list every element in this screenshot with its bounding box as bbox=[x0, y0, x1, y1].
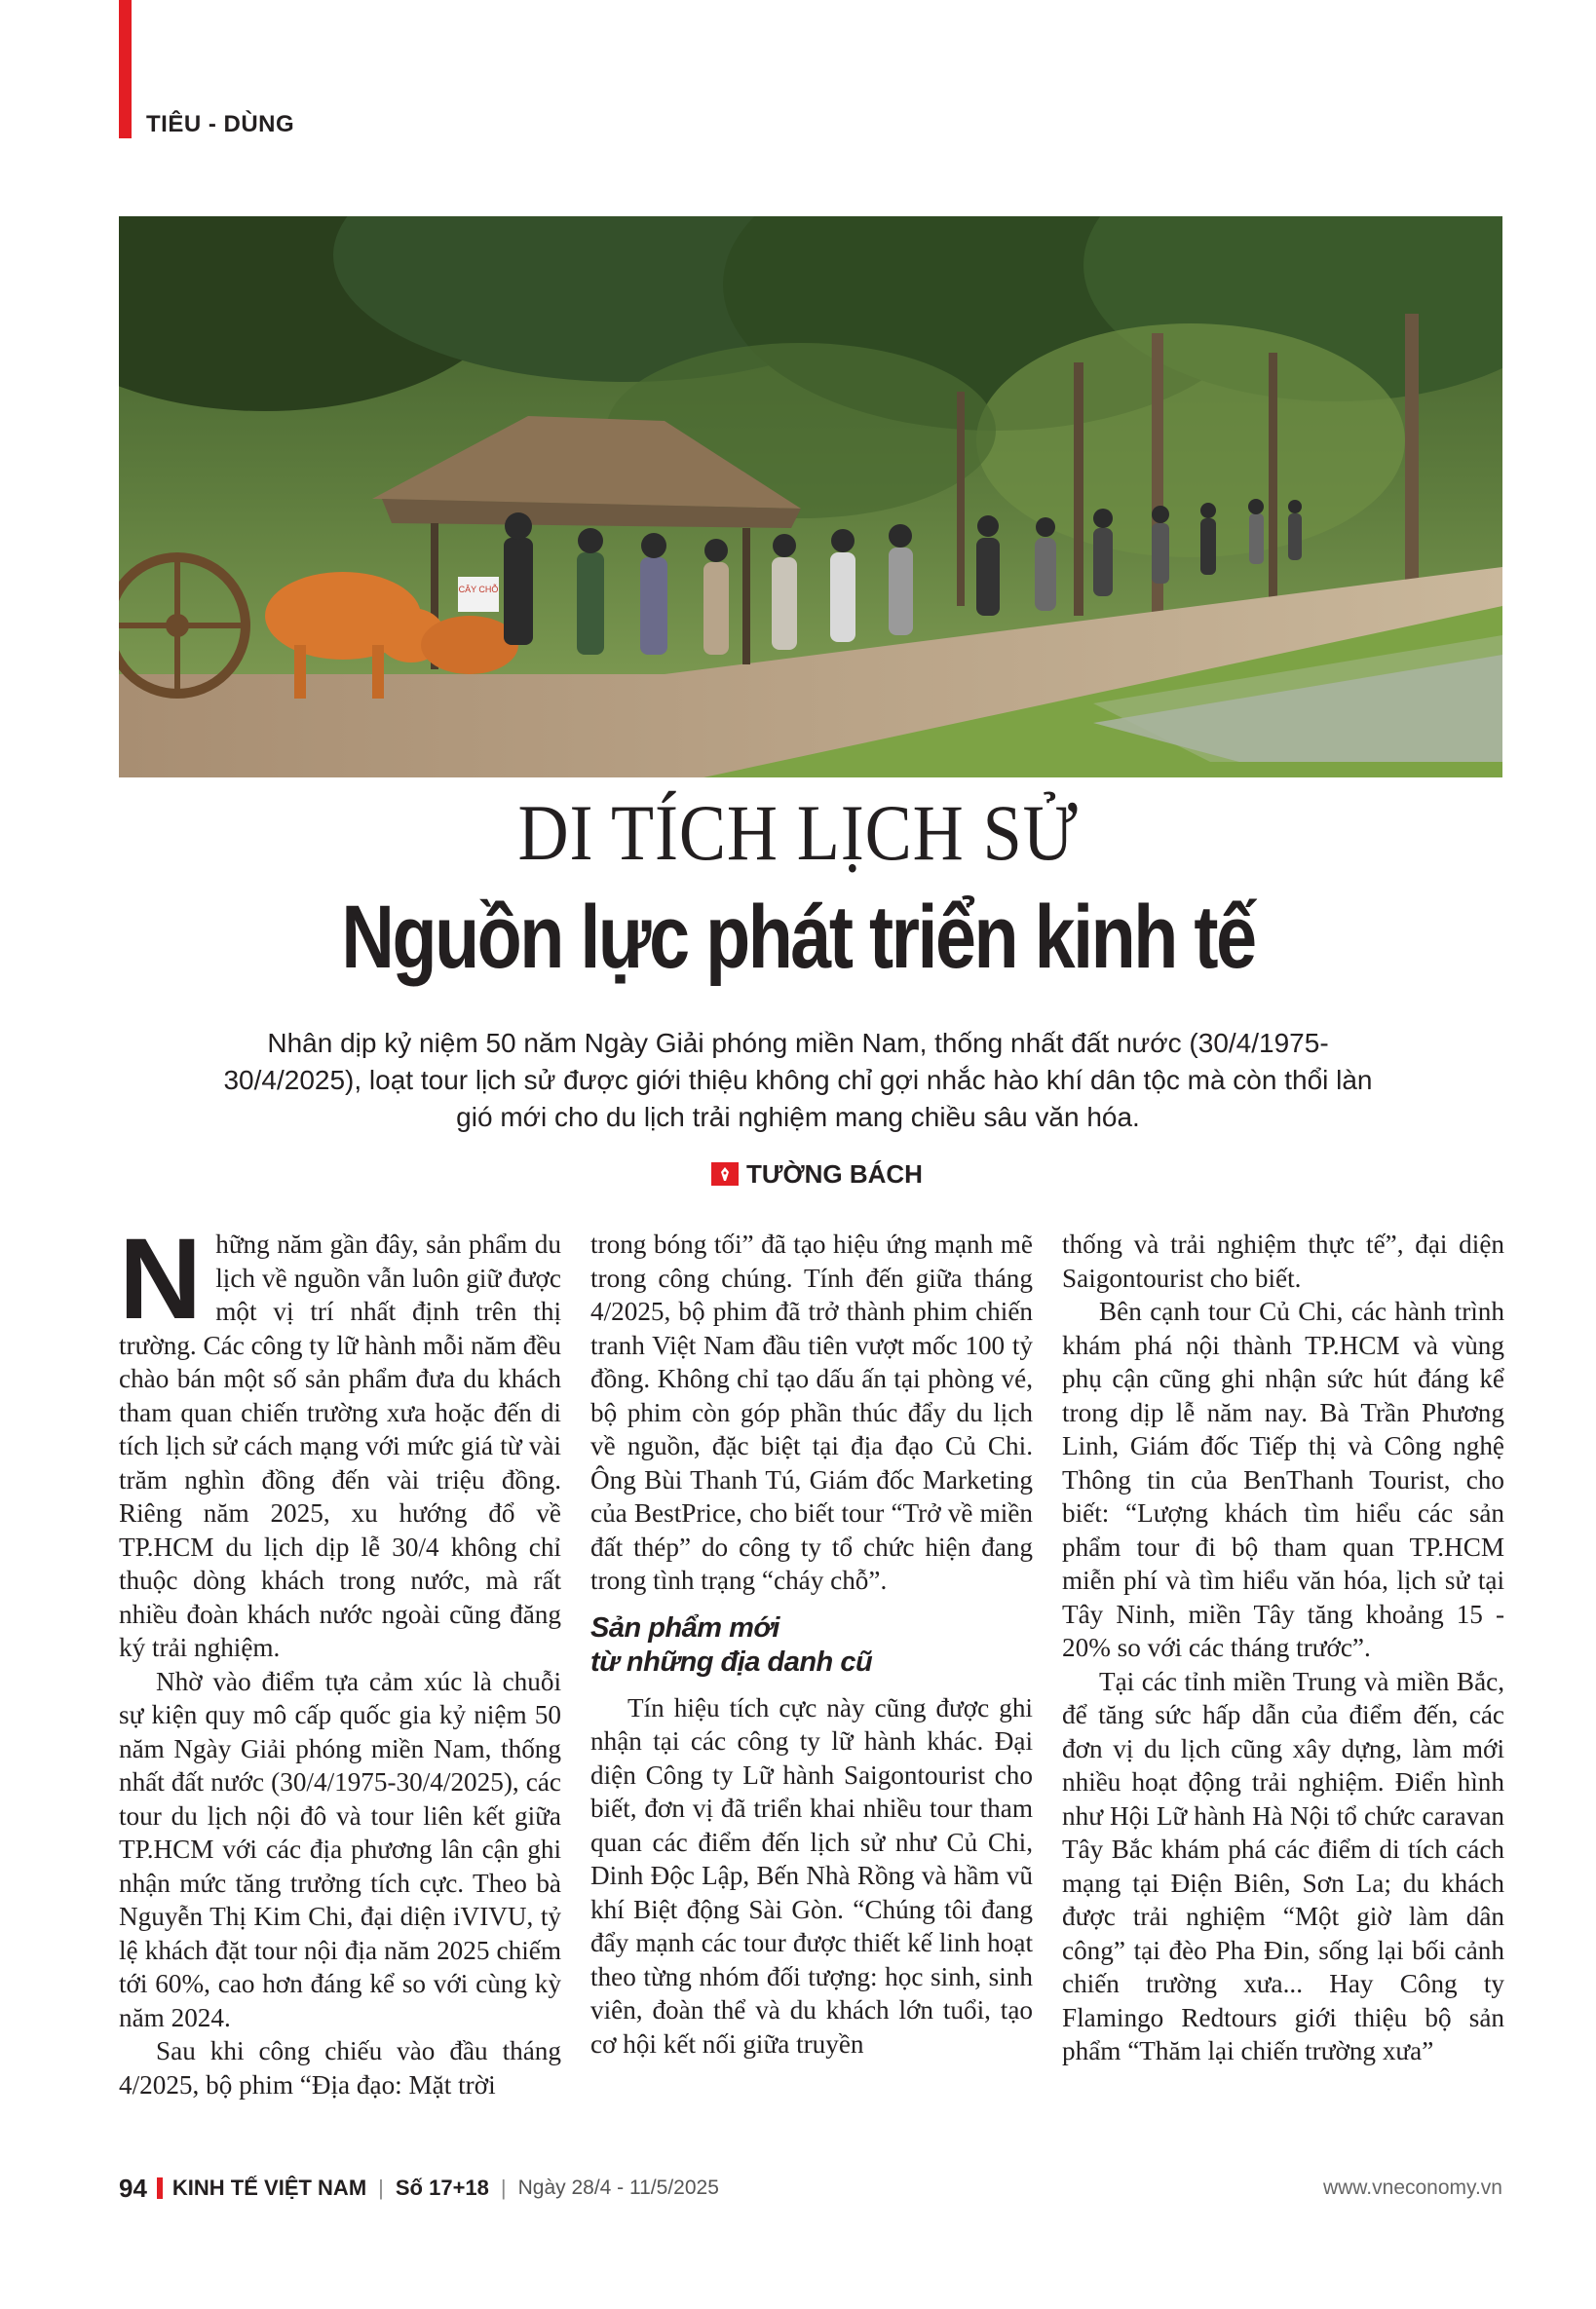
page-number: 94 bbox=[119, 2173, 147, 2203]
body-paragraph-4: trong bóng tối” đã tạo hiệu ứng mạnh mẽ trong công chúng. Tính đến giữa tháng 4/2025, bộ phim đã trở thành phim chiến tranh Việt Nam đầu tiên vượt mốc 100 tỷ đồng. Không chỉ tạo dấu ấn tại phòng vé, bộ phim còn góp phần thúc đẩy du lịch về nguồn, đặc biệt tại địa đạo Củ Chi. Ông Bùi Thanh Tú, Giám đốc Marketing của BestPrice, cho biết tour “Trở về miền đất thép” do công ty tổ chức hiện đang trong tình trạng “cháy chỗ”. bbox=[590, 1230, 1033, 1595]
body-paragraph-2: Nhờ vào điểm tựa cảm xúc là chuỗi sự kiện quy mô cấp quốc gia kỷ niệm 50 năm Ngày Giải phóng miền Nam, thống nhất đất nước (30/4/1975-30/4/2025), các tour du lịch nội đô và tour liên kết giữa TP.HCM với các địa phương lân cận ghi nhận mức tăng trưởng tích cực. Theo bà Nguyễn Thị Kim Chi, đại diện iVIVU, tỷ lệ khách đặt tour nội địa năm 2025 chiếm tới 60%, cao hơn đáng kể so với cùng kỳ năm 2024. bbox=[119, 1666, 561, 2032]
section-marker-bar bbox=[119, 0, 132, 138]
article-column-3 bbox=[1062, 1228, 1504, 2158]
footer-separator: | bbox=[500, 2176, 507, 2200]
hero-sign-text: CÂY CHỖ bbox=[458, 585, 499, 594]
author-name: TƯỜNG BÁCH bbox=[746, 1158, 923, 1189]
subheading bbox=[590, 1611, 1033, 1680]
article-sapo: Nhân dịp kỷ niệm 50 năm Ngày Giải phóng miền Nam, thống nhất đất nước (30/4/1975-30/4/2025), loạt tour lịch sử được giới thiệu không chỉ gợi nhắc hào khí dân tộc mà còn thổi làn gió mới cho du lịch trải nghiệm mang chiều sâu văn hóa. bbox=[223, 1028, 1373, 1132]
subheading-line-1: Sản phẩm mới bbox=[590, 1611, 779, 1644]
section-label: TIÊU - DÙNG bbox=[146, 111, 295, 137]
subheading-line-2: từ những địa danh cũ bbox=[590, 1646, 873, 1678]
website-link[interactable]: www.vneconomy.vn bbox=[1322, 2177, 1502, 2199]
page-footer bbox=[119, 2169, 1502, 2208]
body-paragraph-3: Sau khi công chiếu vào đầu tháng 4/2025, bộ phim “Địa đạo: Mặt trời bbox=[119, 2036, 561, 2100]
body-paragraph-7: Bên cạnh tour Củ Chi, các hành trình khám phá nội thành TP.HCM và vùng phụ cận cũng ghi nhận sức hút đáng kể trong dịp lễ năm nay. Bà Trần Phương Linh, Giám đốc Tiếp thị và Công nghệ Thông tin của BenThanh Tourist, cho biết: “Lượng khách tìm hiểu các sản phẩm tour đi bộ tham quan TP.HCM miễn phí và tìm hiểu văn hóa, lịch sử tại Tây Ninh, miền Tây tăng khoảng 15 - 20% so với các tháng trước”. bbox=[1062, 1297, 1504, 1662]
issue-number: Số 17+18 bbox=[395, 2176, 489, 2200]
byline bbox=[711, 1159, 923, 1189]
body-paragraph-6: thống và trải nghiệm thực tế”, đại diện Saigontourist cho biết. bbox=[1062, 1230, 1504, 1293]
headline-title: Nguồn lực phát triển kinh tế bbox=[341, 888, 1255, 987]
body-paragraph-8: Tại các tỉnh miền Trung và miền Bắc, để tăng sức hấp dẫn của điểm đến, các đơn vị du lịch cũng xây dựng, làm mới nhiều hoạt động trải nghiệm. Điển hình như Hội Lữ hành Hà Nội tổ chức caravan Tây Bắc khám phá các điểm di tích cách mạng tại Điện Biên, Sơn La; du khách được trải nghiệm “Một giờ làm dân công” tại đèo Pha Đin, sống lại bối cảnh chiến trường xưa... Hay Công ty Flamingo Redtours giới thiệu bộ sản phẩm “Thăm lại chiến trường xưa” bbox=[1062, 1666, 1504, 2065]
headline-kicker: DI TÍCH LỊCH SỬ bbox=[517, 788, 1079, 877]
tourists-forest-path-illustration bbox=[119, 216, 1502, 777]
issue-date: Ngày 28/4 - 11/5/2025 bbox=[517, 2177, 719, 2199]
magazine-name: KINH TẾ VIỆT NAM bbox=[171, 2176, 367, 2200]
footer-red-marker bbox=[157, 2177, 163, 2199]
article-column-1 bbox=[119, 1228, 561, 2158]
footer-separator: | bbox=[378, 2176, 384, 2200]
article-column-2 bbox=[590, 1228, 1033, 2158]
body-paragraph-1: hững năm gần đây, sản phẩm du lịch về nguồn vẫn luôn giữ được một vị trí nhất định trên thị trường. Các công ty lữ hành mỗi năm đều chào bán một số sản phẩm đưa du khách tham quan chiến trường xưa hoặc đến di tích lịch sử cách mạng với mức giá từ vài trăm nghìn đồng đến vài triệu đồng. Riêng năm 2025, xu hướng đổ về TP.HCM du lịch dịp lễ 30/4 không chỉ thuộc dòng khách trong nước, mà rất nhiều đoàn khách nước ngoài cũng đăng ký trải nghiệm. bbox=[119, 1230, 561, 1662]
hero-photo bbox=[119, 216, 1502, 777]
body-paragraph-5: Tín hiệu tích cực này cũng được ghi nhận tại các công ty lữ hành khác. Đại diện Công ty Lữ hành Saigontourist cho biết, đơn vị đã triển khai nhiều tour tham quan các điểm đến lịch sử như Củ Chi, Dinh Độc Lập, Bến Nhà Rồng và hầm vũ khí Biệt động Sài Gòn. “Chúng tôi đang đẩy mạnh các tour được thiết kế linh hoạt theo từng nhóm đối tượng: học sinh, sinh viên, đoàn thể và du khách lớn tuổi, tạo cơ hội kết nối giữa truyền bbox=[590, 1692, 1033, 2059]
dropcap: N bbox=[119, 1228, 203, 1344]
pen-icon bbox=[711, 1162, 739, 1186]
